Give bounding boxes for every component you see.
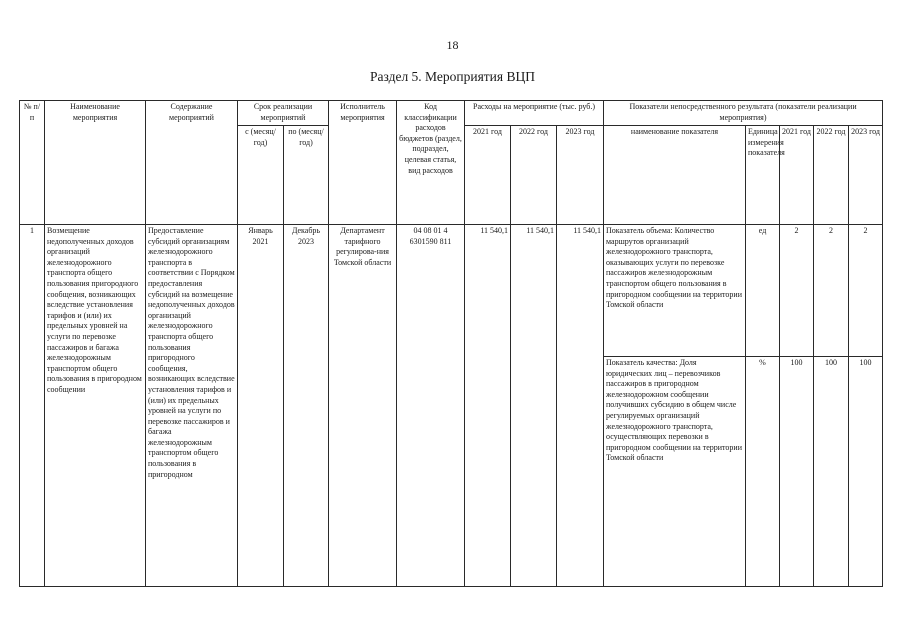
header-row-1 (20, 101, 883, 126)
row-term-from: Январь 2021 (238, 225, 284, 587)
empty-cell (849, 505, 883, 587)
indicator-2022: 2 (814, 225, 849, 357)
header-ind-2023: 2023 год (849, 126, 883, 225)
empty-cell (780, 505, 814, 587)
page-number: 18 (446, 38, 459, 52)
measures-table (19, 100, 883, 587)
table-row (20, 225, 883, 357)
indicator-2023: 100 (849, 357, 883, 505)
row-code: 04 08 01 4 6301590 811 (397, 225, 465, 587)
indicator-2021: 2 (780, 225, 814, 357)
header-ind-name: наименование показателя (604, 126, 746, 225)
indicator-unit: % (746, 357, 780, 505)
indicator-name: Показатель объема: Количество маршрутов организаций железнодорожного транспорта, оказывающих услуги по перевозке пассажиров железнодорожным транспортом общего пользования в пригородном сообщении на территории Томской области (604, 225, 746, 357)
empty-cell (746, 505, 780, 587)
indicator-name: Показатель качества: Доля юридических лиц – перевозчиков пассажиров в пригородном железнодорожном сообщении получивших субсидию в общем числе регулируемых организаций железнодорожного транспорта, осуществляющих перевозки в пригородном сообщении на территории Томской области (604, 357, 746, 505)
header-executor: Исполнитель мероприятия (329, 101, 397, 225)
row-exp-2022: 11 540,1 (511, 225, 557, 587)
header-expenses: Расходы на мероприятие (тыс. руб.) (465, 101, 604, 126)
indicator-2023: 2 (849, 225, 883, 357)
section-title: Раздел 5. Мероприятия ВЦП (370, 69, 535, 84)
header-ind-unit: Единица измерения показателя (746, 126, 780, 225)
empty-cell (604, 505, 746, 587)
row-content: Предоставление субсидий организациям железнодорожного транспорта в соответствии с Порядком предоставления субсидий на возмещение недополученных доходов организаций железнодорожного транспорта общего пользования пригородного сообщения, возникающих вследствие установления тарифов и (или) их предельных уровней на услуги по перевозке пассажиров и багажа железнодорожным транспортом общего пользования в пригородном (146, 225, 238, 587)
header-num: № п/п (20, 101, 45, 225)
row-exp-2023: 11 540,1 (557, 225, 604, 587)
header-indicators: Показатели непосредственного результата (показатели реализации мероприятия) (604, 101, 883, 126)
empty-cell (814, 505, 849, 587)
header-term-from: с (месяц/ год) (238, 126, 284, 225)
header-exp-2023: 2023 год (557, 126, 604, 225)
header-name: Наименование мероприятия (45, 101, 146, 225)
row-term-to: Декабрь 2023 (284, 225, 329, 587)
row-executor: Департамент тарифного регулирова-ния Томской области (329, 225, 397, 587)
row-name: Возмещение недополученных доходов организаций железнодорожного транспорта общего пользования пригородного сообщения, возникающих вследствие установления тарифов и (или) их предельных уровней на услуги по перевозке пассажиров и багажа железнодорожным транспортом общего пользования в пригородном сообщении (45, 225, 146, 587)
row-num: 1 (20, 225, 45, 587)
indicator-unit: ед (746, 225, 780, 357)
header-exp-2021: 2021 год (465, 126, 511, 225)
header-ind-2021: 2021 год (780, 126, 814, 225)
indicator-2021: 100 (780, 357, 814, 505)
header-code: Код классификации расходов бюджетов (раздел, подраздел, целевая статья, вид расходов (397, 101, 465, 225)
header-exp-2022: 2022 год (511, 126, 557, 225)
header-ind-2022: 2022 год (814, 126, 849, 225)
row-exp-2021: 11 540,1 (465, 225, 511, 587)
indicator-2022: 100 (814, 357, 849, 505)
header-term-to: по (месяц/ год) (284, 126, 329, 225)
header-content: Содержание мероприятий (146, 101, 238, 225)
header-term: Срок реализации мероприятий (238, 101, 329, 126)
